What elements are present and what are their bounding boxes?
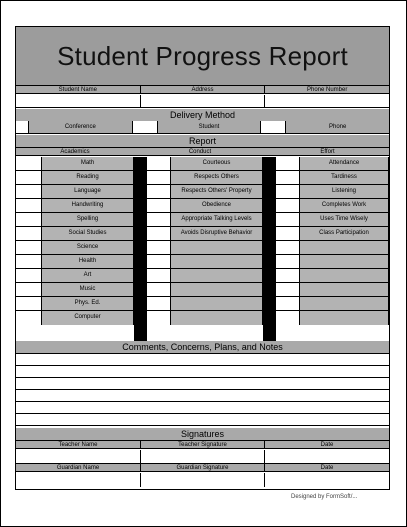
effort-item: Completes Work (300, 199, 389, 213)
conduct-item (171, 283, 263, 297)
academics-checkbox[interactable] (16, 213, 42, 227)
academics-item: Science (42, 241, 134, 255)
effort-item: Attendance (300, 157, 389, 171)
comment-line[interactable] (16, 390, 389, 402)
report-grid (16, 157, 389, 341)
form-title: Student Progress Report (57, 40, 348, 71)
academics-item: Math (42, 157, 134, 171)
phone-label: Phone (286, 121, 389, 133)
effort-checkbox[interactable] (276, 255, 300, 269)
divider-bar (134, 157, 147, 341)
effort-checkbox[interactable] (276, 297, 300, 311)
academics-checkbox[interactable] (16, 199, 42, 213)
effort-item (300, 297, 389, 311)
conduct-checkbox[interactable] (147, 171, 171, 185)
address-field[interactable] (141, 95, 266, 107)
title-bar (16, 27, 389, 86)
academics-item: Health (42, 255, 134, 269)
effort-checkboxes (276, 157, 300, 341)
academics-item: Reading (42, 171, 134, 185)
effort-item: Tardiness (300, 171, 389, 185)
signatures-heading: Signatures (16, 428, 389, 441)
signature-fields-row-1 (16, 450, 389, 464)
address-label: Address (141, 86, 266, 93)
effort-checkbox[interactable] (276, 283, 300, 297)
conduct-checkbox[interactable] (147, 227, 171, 241)
student-info-fields (16, 95, 389, 108)
academics-checkbox[interactable] (16, 241, 42, 255)
comment-line[interactable] (16, 366, 389, 378)
academics-item: Language (42, 185, 134, 199)
guardian-name-field[interactable] (16, 473, 141, 487)
comments-lines[interactable] (16, 354, 389, 428)
phone-number-label: Phone Number (307, 87, 348, 93)
conduct-item: Courteous (171, 157, 263, 171)
academics-checkbox[interactable] (16, 297, 42, 311)
academics-item: Computer (42, 311, 134, 325)
conduct-items (171, 157, 263, 341)
signature-fields-row-2 (16, 473, 389, 487)
effort-item (300, 283, 389, 297)
conduct-item: Appropriate Talking Levels (171, 213, 263, 227)
conduct-checkbox[interactable] (147, 157, 171, 171)
phone-number-field[interactable] (265, 95, 389, 107)
comment-line[interactable] (16, 354, 389, 366)
conduct-item (171, 241, 263, 255)
conduct-checkbox[interactable] (147, 241, 171, 255)
academics-checkboxes (16, 157, 42, 341)
student-label: Student (158, 121, 262, 133)
effort-item: Class Participation (300, 227, 389, 241)
conduct-checkbox[interactable] (147, 269, 171, 283)
conduct-item (171, 297, 263, 311)
effort-checkbox[interactable] (276, 227, 300, 241)
conduct-checkbox[interactable] (147, 199, 171, 213)
teacher-name-field[interactable] (16, 450, 141, 463)
effort-checkbox[interactable] (276, 269, 300, 283)
student-checkbox[interactable] (133, 121, 158, 133)
footer-credit: Designed by FormSoft/... (291, 494, 358, 500)
conduct-checkbox[interactable] (147, 297, 171, 311)
guardian-date-field[interactable] (265, 473, 389, 487)
academics-checkbox[interactable] (16, 269, 42, 283)
conduct-checkbox[interactable] (147, 283, 171, 297)
conduct-item: Obedience (171, 199, 263, 213)
conduct-checkbox[interactable] (147, 311, 171, 325)
academics-checkbox[interactable] (16, 227, 42, 241)
phone-checkbox[interactable] (261, 121, 286, 133)
academics-item: Spelling (42, 213, 134, 227)
conduct-checkbox[interactable] (147, 185, 171, 199)
teacher-date-field[interactable] (265, 450, 389, 463)
effort-items (300, 157, 389, 341)
conduct-item: Avoids Disruptive Behavior (171, 227, 263, 241)
academics-column-label: Academics (60, 149, 90, 155)
guardian-signature-label: Guardian Signature (141, 464, 265, 471)
academics-checkbox[interactable] (16, 157, 42, 171)
effort-column-label: Effort (320, 149, 335, 155)
guardian-signature-field[interactable] (141, 473, 265, 487)
signature-header-row-1 (16, 441, 389, 449)
effort-item: Listening (300, 185, 389, 199)
effort-item (300, 311, 389, 325)
conduct-checkboxes (147, 157, 171, 341)
academics-item: Art (42, 269, 134, 283)
effort-item: Uses Time Wisely (300, 213, 389, 227)
report-heading: Report (16, 135, 389, 148)
delivery-options-row (16, 121, 389, 134)
academics-item: Handwriting (42, 199, 134, 213)
teacher-signature-label: Teacher Signature (141, 441, 265, 448)
effort-item (300, 269, 389, 283)
conduct-item (171, 269, 263, 283)
comments-heading: Comments, Concerns, Plans, and Notes (16, 341, 389, 354)
guardian-name-label: Guardian Name (16, 464, 141, 471)
report-columns-header (16, 148, 389, 156)
academics-checkbox[interactable] (16, 185, 42, 199)
comment-line[interactable] (16, 414, 389, 426)
academics-item: Music (42, 283, 134, 297)
conduct-column-label: Conduct (188, 149, 212, 155)
academics-checkbox[interactable] (16, 311, 42, 325)
conference-label: Conference (29, 121, 133, 133)
comment-line[interactable] (16, 402, 389, 414)
academics-item: Social Studies (42, 227, 134, 241)
conference-checkbox[interactable] (16, 121, 29, 133)
conduct-item: Respects Others (171, 171, 263, 185)
guardian-date-label: Date (320, 465, 334, 471)
effort-checkbox[interactable] (276, 311, 300, 325)
academics-item: Phys. Ed. (42, 297, 134, 311)
effort-checkbox[interactable] (276, 157, 300, 171)
student-info-header (16, 86, 389, 94)
academics-checkbox[interactable] (16, 171, 42, 185)
effort-item (300, 241, 389, 255)
conduct-item (171, 255, 263, 269)
teacher-signature-field[interactable] (141, 450, 265, 463)
teacher-date-label: Date (320, 442, 334, 448)
divider-bar (263, 157, 276, 341)
effort-item (300, 255, 389, 269)
effort-checkbox[interactable] (276, 171, 300, 185)
effort-checkbox[interactable] (276, 213, 300, 227)
comment-line[interactable] (16, 378, 389, 390)
effort-checkbox[interactable] (276, 199, 300, 213)
student-name-label: Student Name (16, 86, 141, 93)
student-name-field[interactable] (16, 95, 141, 107)
teacher-name-label: Teacher Name (16, 441, 141, 448)
conduct-checkbox[interactable] (147, 213, 171, 227)
conduct-item (171, 311, 263, 325)
effort-checkbox[interactable] (276, 185, 300, 199)
academics-checkbox[interactable] (16, 283, 42, 297)
conduct-checkbox[interactable] (147, 255, 171, 269)
signature-header-row-2 (16, 464, 389, 472)
academics-checkbox[interactable] (16, 255, 42, 269)
conduct-item: Respects Others' Property (171, 185, 263, 199)
progress-report-form (15, 26, 390, 490)
delivery-method-heading: Delivery Method (16, 109, 389, 122)
academics-subjects (42, 157, 134, 341)
effort-checkbox[interactable] (276, 241, 300, 255)
